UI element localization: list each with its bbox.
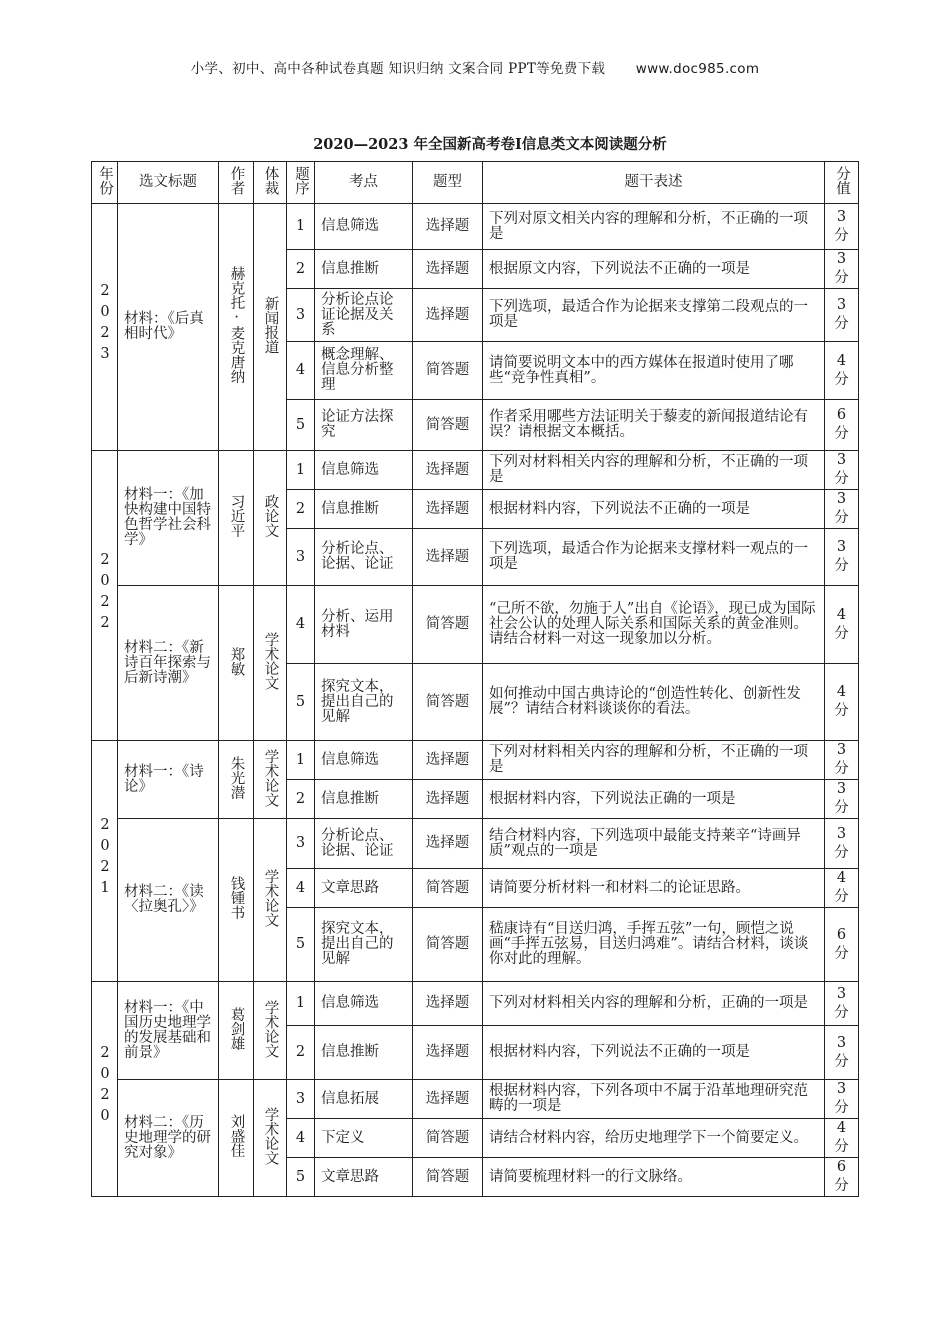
question-stem: 请简要分析材料一和材料二的论证思路。 — [483, 869, 825, 908]
score-cell: 6 分 — [825, 908, 859, 982]
score-cell: 6 分 — [825, 400, 859, 451]
question-number: 3 — [287, 1080, 315, 1119]
genre-cell: 政论文 — [254, 451, 287, 586]
question-stem: 请简要梳理材料一的行文脉络。 — [483, 1158, 825, 1197]
question-type: 选择题 — [413, 529, 483, 586]
question-type: 选择题 — [413, 250, 483, 289]
table-row — [92, 586, 859, 664]
year-cell: 2020 — [92, 982, 118, 1197]
kaodian-cell: 探究文本，提出自己的见解 — [315, 664, 413, 741]
question-number: 2 — [287, 1026, 315, 1080]
author-name: 刘盛佳 — [219, 1080, 254, 1197]
genre-cell: 新闻报道 — [254, 204, 287, 451]
score-cell: 3 分 — [825, 529, 859, 586]
question-number: 4 — [287, 586, 315, 664]
question-stem: 如何推动中国古典诗论的“创造性转化、创新性发展”？请结合材料谈谈你的看法。 — [483, 664, 825, 741]
score-cell: 3 分 — [825, 451, 859, 490]
question-stem: 结合材料内容，下列选项中最能支持莱辛“诗画异质”观点的一项是 — [483, 819, 825, 869]
question-number: 3 — [287, 819, 315, 869]
question-stem: 下列对材料相关内容的理解和分析，正确的一项是 — [483, 982, 825, 1026]
question-stem: 根据原文内容，下列说法不正确的一项是 — [483, 250, 825, 289]
question-type: 简答题 — [413, 586, 483, 664]
question-stem: 下列对材料相关内容的理解和分析，不正确的一项是 — [483, 741, 825, 780]
question-stem: 请结合材料内容，给历史地理学下一个简要定义。 — [483, 1119, 825, 1158]
header-genre: 体裁 — [254, 162, 287, 204]
author-name: 钱锺书 — [219, 819, 254, 982]
kaodian-cell: 分析、运用材料 — [315, 586, 413, 664]
material-title: 材料：《后真相时代》 — [118, 204, 219, 451]
author-name: 朱光潜 — [219, 741, 254, 819]
question-type: 选择题 — [413, 289, 483, 342]
score-cell: 3 分 — [825, 741, 859, 780]
header-type: 题型 — [413, 162, 483, 204]
author-name: 郑敏 — [219, 586, 254, 741]
score-cell: 3 分 — [825, 819, 859, 869]
question-type: 简答题 — [413, 664, 483, 741]
question-stem: 作者采用哪些方法证明关于藜麦的新闻报道结论有误？请根据文本概括。 — [483, 400, 825, 451]
question-number: 5 — [287, 400, 315, 451]
kaodian-cell: 信息推断 — [315, 250, 413, 289]
score-cell: 4 分 — [825, 586, 859, 664]
score-cell: 3 分 — [825, 1026, 859, 1080]
question-type: 简答题 — [413, 400, 483, 451]
author-name: 葛剑雄 — [219, 982, 254, 1080]
question-number: 4 — [287, 342, 315, 400]
question-number: 1 — [287, 204, 315, 250]
analysis-table — [91, 161, 859, 1197]
question-type: 选择题 — [413, 982, 483, 1026]
header-row — [92, 162, 859, 204]
material-title: 材料一：《加快构建中国特色哲学社会科学》 — [118, 451, 219, 586]
question-number: 2 — [287, 250, 315, 289]
question-type: 简答题 — [413, 869, 483, 908]
kaodian-cell: 信息筛选 — [315, 451, 413, 490]
question-stem: 请简要说明文本中的西方媒体在报道时使用了哪些“竞争性真相”。 — [483, 342, 825, 400]
score-cell: 3 分 — [825, 1080, 859, 1119]
question-number: 3 — [287, 529, 315, 586]
question-stem: 根据材料内容，下列各项中不属于沿革地理研究范畴的一项是 — [483, 1080, 825, 1119]
kaodian-cell: 下定义 — [315, 1119, 413, 1158]
kaodian-cell: 信息筛选 — [315, 204, 413, 250]
question-type: 选择题 — [413, 741, 483, 780]
table-row — [92, 741, 859, 780]
question-number: 5 — [287, 908, 315, 982]
kaodian-cell: 概念理解、信息分析整理 — [315, 342, 413, 400]
question-number: 5 — [287, 664, 315, 741]
score-cell: 4 分 — [825, 342, 859, 400]
header-score: 分值 — [825, 162, 859, 204]
kaodian-cell: 文章思路 — [315, 1158, 413, 1197]
kaodian-cell: 探究文本，提出自己的见解 — [315, 908, 413, 982]
question-type: 选择题 — [413, 1026, 483, 1080]
question-type: 简答题 — [413, 342, 483, 400]
material-title: 材料一：《诗论》 — [118, 741, 219, 819]
question-type: 简答题 — [413, 1158, 483, 1197]
question-stem: 下列选项，最适合作为论据来支撑材料一观点的一项是 — [483, 529, 825, 586]
kaodian-cell: 信息筛选 — [315, 741, 413, 780]
year-cell: 2023 — [92, 204, 118, 451]
question-number: 2 — [287, 490, 315, 529]
material-title: 材料二：《历史地理学的研究对象》 — [118, 1080, 219, 1197]
kaodian-cell: 论证方法探究 — [315, 400, 413, 451]
question-type: 选择题 — [413, 819, 483, 869]
question-number: 4 — [287, 1119, 315, 1158]
question-type: 简答题 — [413, 1119, 483, 1158]
year-cell: 2022 — [92, 451, 118, 741]
question-stem: 下列对原文相关内容的理解和分析，不正确的一项是 — [483, 204, 825, 250]
score-cell: 3 分 — [825, 204, 859, 250]
header-year: 年份 — [92, 162, 118, 204]
question-stem: 下列选项，最适合作为论据来支撑第二段观点的一项是 — [483, 289, 825, 342]
question-type: 选择题 — [413, 1080, 483, 1119]
kaodian-cell: 分析论点、论据、论证 — [315, 819, 413, 869]
kaodian-cell: 信息筛选 — [315, 982, 413, 1026]
genre-cell: 学术论文 — [254, 741, 287, 819]
genre-cell: 学术论文 — [254, 982, 287, 1080]
question-type: 简答题 — [413, 908, 483, 982]
genre-cell: 学术论文 — [254, 586, 287, 741]
question-number: 1 — [287, 982, 315, 1026]
question-stem: 嵇康诗有“目送归鸿，手挥五弦”一句，顾恺之说画“手挥五弦易，目送归鸿难”。请结合材料，谈谈你对此的理解。 — [483, 908, 825, 982]
score-cell: 6 分 — [825, 1158, 859, 1197]
score-cell: 3 分 — [825, 289, 859, 342]
question-number: 1 — [287, 451, 315, 490]
score-cell: 3 分 — [825, 780, 859, 819]
kaodian-cell: 信息拓展 — [315, 1080, 413, 1119]
header-question: 题干表述 — [483, 162, 825, 204]
question-number: 2 — [287, 780, 315, 819]
question-type: 选择题 — [413, 451, 483, 490]
score-cell: 4 分 — [825, 1119, 859, 1158]
kaodian-cell: 信息推断 — [315, 780, 413, 819]
question-stem: 根据材料内容，下列说法不正确的一项是 — [483, 1026, 825, 1080]
kaodian-cell: 分析论点、论据、论证 — [315, 529, 413, 586]
header-author: 作者 — [219, 162, 254, 204]
genre-cell: 学术论文 — [254, 819, 287, 982]
question-stem: 根据材料内容，下列说法不正确的一项是 — [483, 490, 825, 529]
header-kaodian: 考点 — [315, 162, 413, 204]
table-row — [92, 982, 859, 1026]
table-row — [92, 1080, 859, 1119]
kaodian-cell: 信息推断 — [315, 490, 413, 529]
question-stem: “己所不欲，勿施于人”出自《论语》，现已成为国际社会公认的处理人际关系和国际关系的黄金准则。请结合材料一对这一现象加以分析。 — [483, 586, 825, 664]
question-number: 1 — [287, 741, 315, 780]
table-row — [92, 819, 859, 869]
question-type: 选择题 — [413, 780, 483, 819]
score-cell: 4 分 — [825, 869, 859, 908]
table-body — [92, 204, 859, 1197]
material-title: 材料一：《中国历史地理学的发展基础和前景》 — [118, 982, 219, 1080]
score-cell: 3 分 — [825, 982, 859, 1026]
site-link[interactable]: www.doc985.com — [635, 61, 760, 77]
question-type: 选择题 — [413, 204, 483, 250]
table-row — [92, 204, 859, 250]
banner-text: 小学、初中、高中各种试卷真题 知识归纳 文案合同 PPT等免费下载 — [190, 61, 606, 77]
genre-cell: 学术论文 — [254, 1080, 287, 1197]
score-cell: 4 分 — [825, 664, 859, 741]
author-name: 习近平 — [219, 451, 254, 586]
question-number: 4 — [287, 869, 315, 908]
year-cell: 2021 — [92, 741, 118, 982]
score-cell: 3 分 — [825, 490, 859, 529]
kaodian-cell: 信息推断 — [315, 1026, 413, 1080]
question-number: 5 — [287, 1158, 315, 1197]
author-name: 赫克托·麦克唐纳 — [219, 204, 254, 451]
kaodian-cell: 分析论点论证论据及关系 — [315, 289, 413, 342]
top-banner — [0, 57, 950, 77]
table-row — [92, 451, 859, 490]
question-stem: 下列对材料相关内容的理解和分析，不正确的一项是 — [483, 451, 825, 490]
question-type: 选择题 — [413, 490, 483, 529]
header-seq: 题序 — [287, 162, 315, 204]
kaodian-cell: 文章思路 — [315, 869, 413, 908]
page-title: 2020—2023 年全国新高考卷Ⅰ信息类文本阅读题分析 — [313, 136, 667, 153]
material-title: 材料二：《新诗百年探索与后新诗潮》 — [118, 586, 219, 741]
material-title: 材料二：《读〈拉奥孔〉》 — [118, 819, 219, 982]
header-material: 选文标题 — [118, 162, 219, 204]
question-number: 3 — [287, 289, 315, 342]
score-cell: 3 分 — [825, 250, 859, 289]
question-stem: 根据材料内容，下列说法正确的一项是 — [483, 780, 825, 819]
